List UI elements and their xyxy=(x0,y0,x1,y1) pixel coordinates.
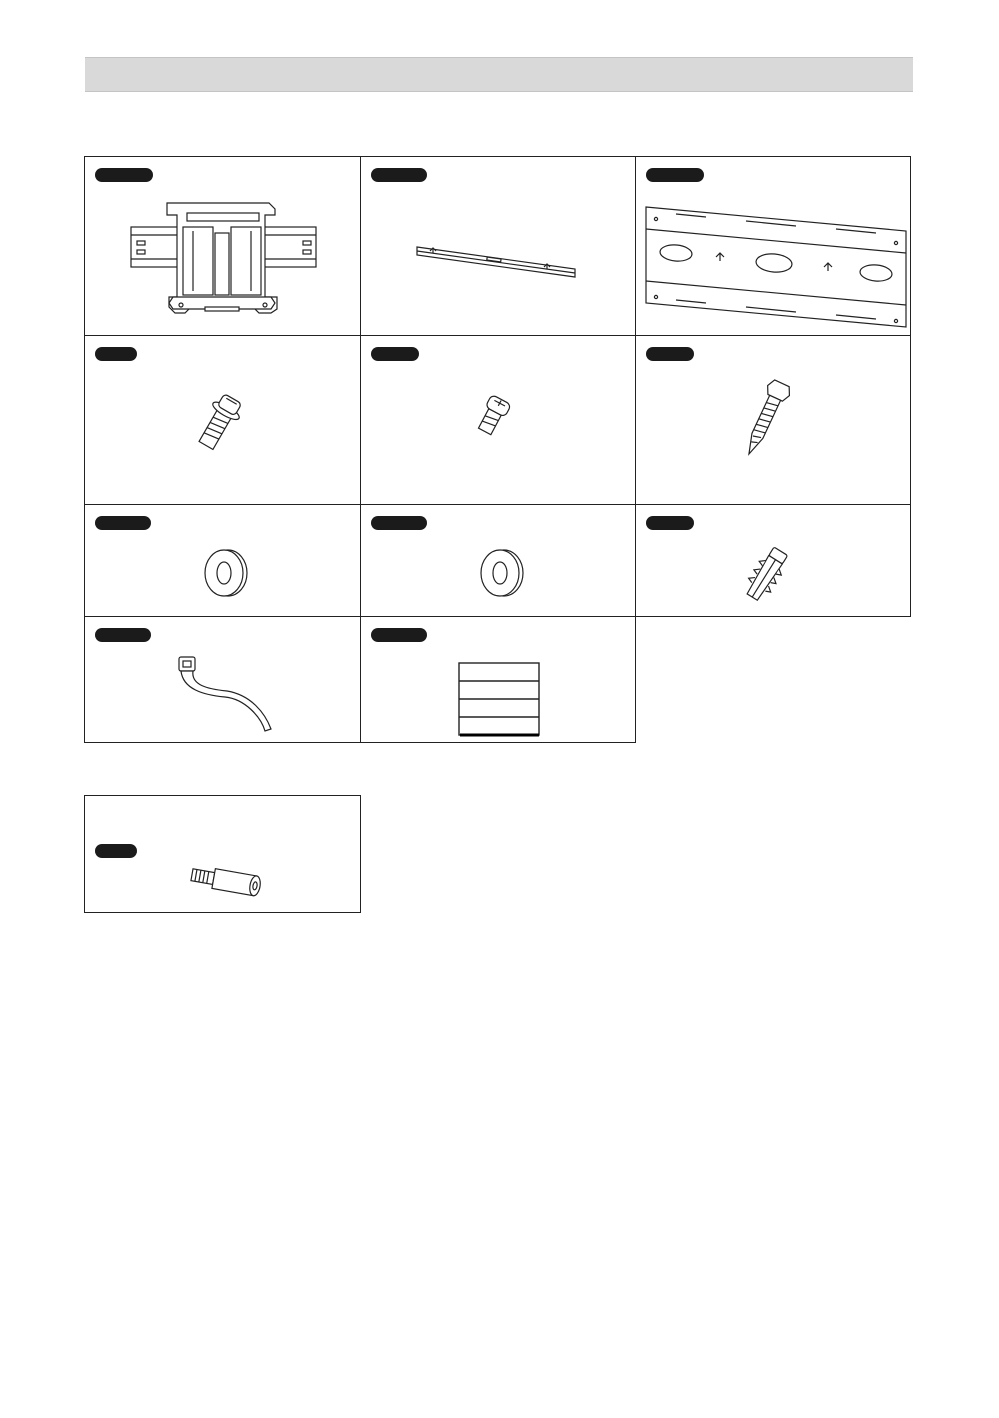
spacer-bolt-icon xyxy=(85,796,362,914)
washer-icon xyxy=(85,505,362,618)
part-cell-wall-plate xyxy=(635,156,911,336)
bracket-frame-icon xyxy=(85,157,362,337)
washer-icon xyxy=(361,505,637,618)
part-cell-rail-bar xyxy=(360,156,636,336)
part-cell-washer-a xyxy=(84,504,361,617)
rail-bar-icon xyxy=(361,157,637,337)
part-cell-cable-tie xyxy=(84,616,361,743)
sheet-stack-icon xyxy=(361,617,637,744)
part-cell-spacer-bolt xyxy=(84,795,361,913)
wall-anchor-icon xyxy=(636,505,912,618)
part-cell-screw-with-washer xyxy=(84,335,361,505)
part-cell-wall-anchor xyxy=(635,504,911,617)
part-cell-hex-wood-screw xyxy=(635,335,911,505)
short-screw-icon xyxy=(361,336,637,506)
part-cell-sheet-stack xyxy=(360,616,636,743)
part-cell-mounting-bracket xyxy=(84,156,361,336)
hex-screw-icon xyxy=(636,336,912,506)
wall-plate-icon xyxy=(636,157,912,337)
screw-washer-icon xyxy=(85,336,362,506)
part-cell-washer-b xyxy=(360,504,636,617)
part-cell-short-screw xyxy=(360,335,636,505)
cable-tie-icon xyxy=(85,617,362,744)
section-header-bar xyxy=(85,57,913,92)
